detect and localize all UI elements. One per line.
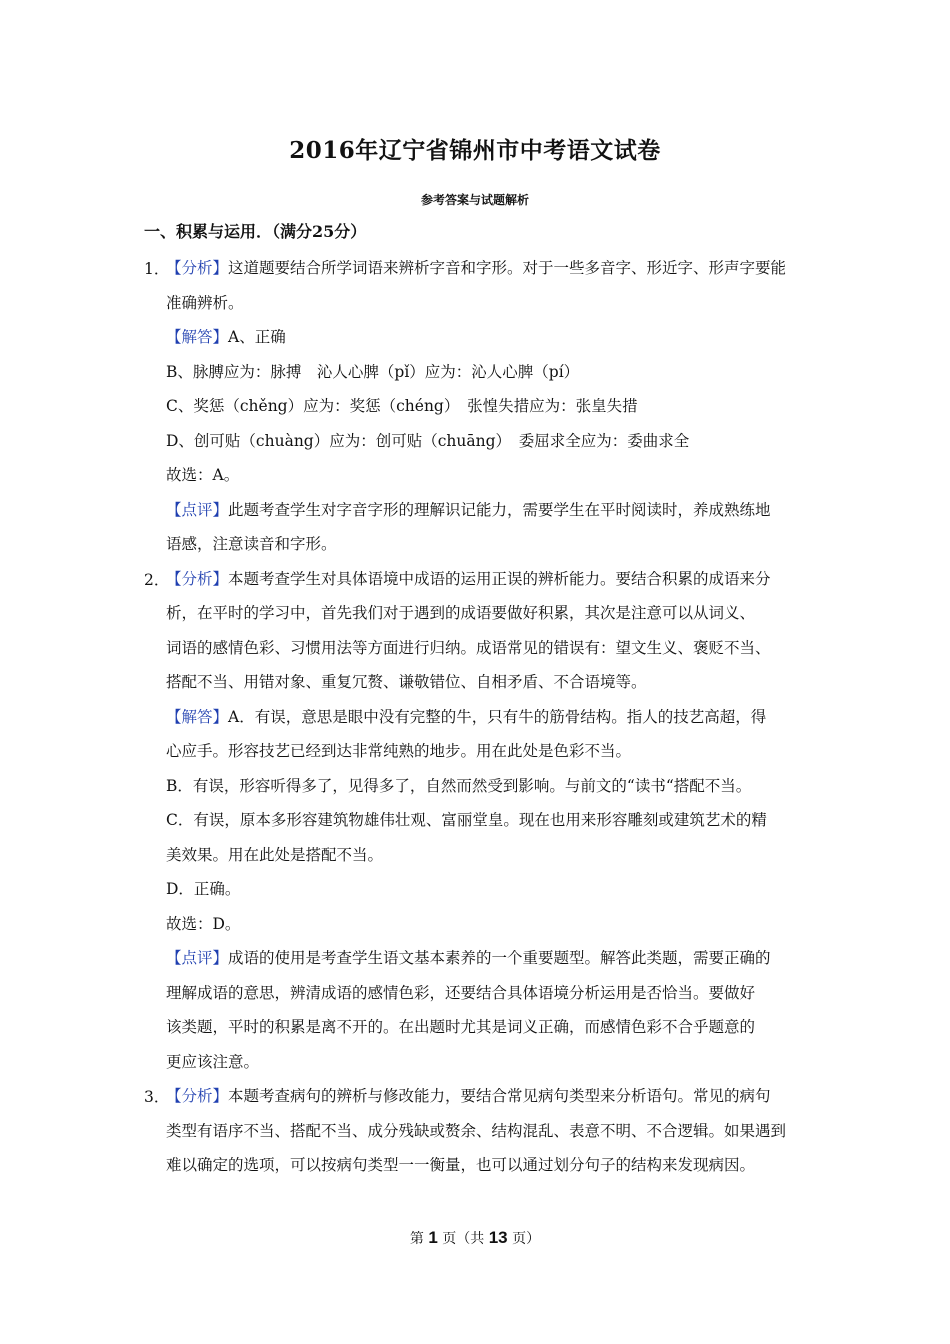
question-number: 1． [144,260,170,278]
text-line [166,251,810,286]
line-text: 故选：D。 [166,914,241,933]
line-text: C、奖惩（chěng）应为：奖惩（chéng） 张惶失措应为：张皇失措 [166,397,638,415]
text-line [166,389,810,424]
text-line [166,286,810,321]
text-line [166,838,810,873]
question-2 [144,562,810,1080]
text-line [166,1045,810,1080]
line-text: 此题考查学生对字音字形的理解识记能力，需要学生在平时阅读时，养成熟练地 [228,500,771,519]
section-tag: 【分析】 [166,569,229,588]
question-3 [144,1079,810,1183]
text-line [166,803,810,838]
footer-prefix: 第 [409,1231,424,1247]
text-line [166,1010,810,1045]
line-text: 本题考查学生对具体语境中成语的运用正误的辨析能力。要结合积累的成语来分 [228,569,771,588]
question-1 [144,251,810,562]
footer-middle: 页（共 [442,1231,485,1247]
text-line [166,493,810,528]
line-text: 难以确定的选项，可以按病句类型一一衡量，也可以通过划分句子的结构来发现病因。 [166,1156,756,1174]
line-text: 心应手。形容技艺已经到达非常纯熟的地步。用在此处是色彩不当。 [166,742,632,760]
text-line [166,941,810,976]
section-tag: 【解答】 [166,328,229,346]
text-line [166,1079,810,1114]
line-text: 美效果。用在此处是搭配不当。 [166,845,384,864]
line-text: 更应该注意。 [166,1052,260,1071]
section-tag: 【解答】 [166,707,229,726]
document-subtitle: 参考答案与试题解析 [420,193,529,207]
line-text: 类型有语序不当、搭配不当、成分残缺或赘余、结构混乱、表意不明、不合逻辑。如果遇到 [166,1121,787,1140]
text-line [166,1114,810,1149]
text-line [166,458,810,493]
section-tag: 【分析】 [166,259,229,277]
section-tag: 【分析】 [166,1087,229,1105]
text-line [166,734,810,769]
line-text: A、正确 [228,328,286,346]
line-text: 析，在平时的学习中，首先我们对于遇到的成语要做好积累，其次是注意可以从词义、 [166,604,756,622]
line-text: B．有误，形容听得多了，见得多了，自然而然受到影响。与前文的“读书“搭配不当。 [166,776,752,795]
footer-total-pages: 13 [488,1228,508,1247]
text-line [166,976,810,1011]
question-number: 2． [144,570,170,589]
line-text: 搭配不当、用错对象、重复冗赘、谦敬错位、自相矛盾、不合语境等。 [166,673,647,691]
text-line [166,907,810,942]
line-text: A．有误，意思是眼中没有完整的牛，只有牛的筋骨结构。指人的技艺高超，得 [228,707,767,726]
text-line [166,320,810,355]
line-text: 词语的感情色彩、习惯用法等方面进行归纳。成语常见的错误有：望文生义、褒贬不当、 [166,638,771,657]
text-line [166,1148,810,1183]
page-footer [0,1228,950,1248]
section-heading: 一、积累与运用．（满分25分） [144,222,367,241]
text-line [166,665,810,700]
section-tag: 【点评】 [166,949,229,967]
text-line [166,424,810,459]
text-line [166,562,810,597]
line-text: C．有误，原本多形容建筑物雄伟壮观、富丽堂皇。现在也用来形容雕刻或建筑艺术的精 [166,811,767,829]
line-text: 该类题，平时的积累是离不开的。在出题时尤其是词义正确，而感情色彩不合乎题意的 [166,1018,756,1036]
text-line [166,769,810,804]
footer-page-number: 1 [428,1228,438,1247]
text-line [166,355,810,390]
document-title: 2016年辽宁省锦州市中考语文试卷 [289,137,661,164]
question-number: 3． [144,1088,170,1106]
section-tag: 【点评】 [166,500,229,519]
line-text: 准确辨析。 [166,293,244,312]
line-text: B、脉膊应为：脉搏 沁人心脾（pǐ）应为：沁人心脾（pí） [166,362,580,381]
questions-body [144,251,810,1183]
text-line [166,872,810,907]
line-text: D、创可贴（chuàng）应为：创可贴（chuāng） 委屈求全应为：委曲求全 [166,431,690,450]
footer-suffix: 页） [512,1231,541,1247]
line-text: 成语的使用是考查学生语文基本素养的一个重要题型。解答此类题，需要正确的 [228,949,771,967]
text-line [166,631,810,666]
line-text: 这道题要结合所学词语来辨析字音和字形。对于一些多音字、形近字、形声字要能 [228,259,787,277]
line-text: 理解成语的意思，辨清成语的感情色彩，还要结合具体语境分析运用是否恰当。要做好 [166,983,756,1002]
line-text: 故选：A。 [166,466,240,484]
text-line [166,596,810,631]
line-text: D．正确。 [166,880,241,898]
line-text: 语感，注意读音和字形。 [166,535,337,553]
text-line [166,527,810,562]
line-text: 本题考查病句的辨析与修改能力，要结合常见病句类型来分析语句。常见的病句 [228,1087,771,1105]
text-line [166,700,810,735]
